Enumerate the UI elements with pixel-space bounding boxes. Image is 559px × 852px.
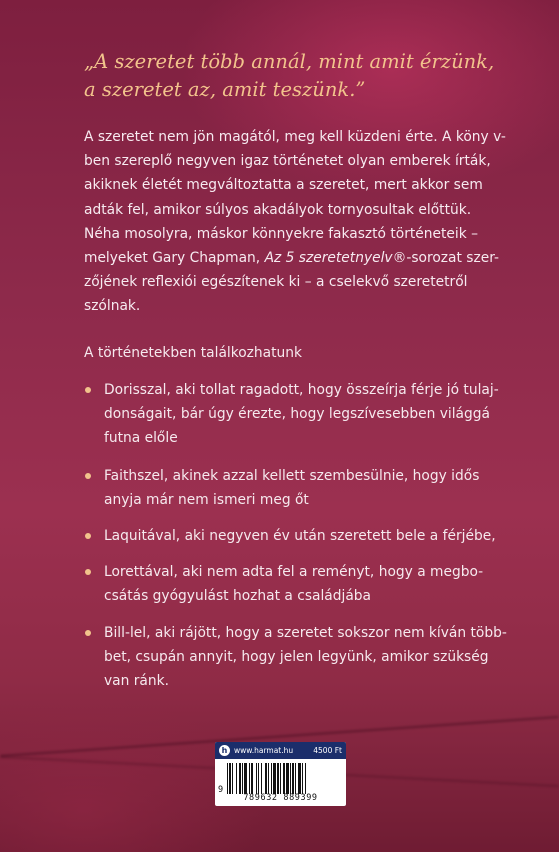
bullet-icon xyxy=(85,630,91,636)
intro-line xyxy=(84,246,499,270)
list-item-line: futna előle xyxy=(104,430,178,447)
intro-text: ®-sorozat szer- xyxy=(392,250,499,267)
list-item xyxy=(84,464,494,512)
quote-line: „A szeretet több annál, mint amit érzünk, xyxy=(84,50,495,73)
publisher-strip xyxy=(215,742,346,759)
list-item-line: Faithszel, akinek azzal kellett szembesülnie, hogy idős xyxy=(104,467,480,484)
list-item xyxy=(84,524,494,548)
story-list xyxy=(84,378,507,693)
list-item xyxy=(84,621,507,694)
list-item xyxy=(84,560,494,608)
intro-line: adták fel, amikor súlyos akadályok tornyosultak előttük. xyxy=(84,201,472,218)
list-lead: A történetekben találkozhatunk xyxy=(84,345,302,361)
barcode-icon xyxy=(227,763,337,794)
publisher-url: www.harmat.hu xyxy=(234,746,294,755)
list-item-line: Lorettával, aki nem adta fel a reményt, hogy a megbo- xyxy=(104,564,484,581)
intro-text: melyeket Gary Chapman, xyxy=(84,250,265,267)
list-item-line: bet, csupán annyit, hogy jelen legyünk, amikor szükség xyxy=(104,648,489,665)
intro-line: A szeretet nem jön magától, meg kell küzdeni érte. A köny v- xyxy=(84,129,506,145)
bullet-icon xyxy=(85,473,91,479)
intro-line: ben szereplő negyven igaz történetet olyan emberek írták, xyxy=(84,153,491,170)
price-label: 4500 Ft xyxy=(313,746,342,755)
bullet-icon xyxy=(85,387,91,393)
list-item-line: Laquitával, aki negyven év után szeretett bele a férjébe, xyxy=(104,528,496,545)
intro-line: zőjének reflexiói egészítenek ki – a cselekvő szeretetről xyxy=(84,274,468,291)
list-item-line: Bill-lel, aki rájött, hogy a szeretet sokszor nem kíván több- xyxy=(104,624,507,641)
list-item-line: van ránk. xyxy=(104,673,169,690)
barcode-first-digit: 9 xyxy=(218,785,224,795)
book-series-title: Az 5 szeretetnyelv xyxy=(264,250,393,267)
list-item-line: anyja már nem ismeri meg őt xyxy=(104,491,309,508)
quote-line: a szeretet az, amit teszünk.” xyxy=(84,78,366,101)
intro-line: szólnak. xyxy=(84,298,141,315)
intro-line: Néha mosolyra, máskor könnyekre fakasztó történeteik – xyxy=(84,225,479,242)
intro-paragraph xyxy=(84,125,506,319)
list-item-line: Dorisszal, aki tollat ragadott, hogy összeírja férje jó tulaj- xyxy=(104,382,499,398)
barcode-label xyxy=(215,742,346,806)
bullet-icon xyxy=(85,533,91,539)
cover-quote xyxy=(84,48,504,104)
list-item-line: csátás gyógyulást hozhat a családjába xyxy=(104,588,372,605)
barcode-digits: 789632 889399 xyxy=(243,793,318,803)
publisher-logo-icon: h xyxy=(219,745,230,756)
bullet-icon xyxy=(85,569,91,575)
list-item-line: donságait, bár úgy érezte, hogy legszívesebben világgá xyxy=(104,406,490,423)
list-item xyxy=(84,378,499,451)
intro-line: akiknek életét megváltoztatta a szeretet, mert akkor sem xyxy=(84,177,483,194)
